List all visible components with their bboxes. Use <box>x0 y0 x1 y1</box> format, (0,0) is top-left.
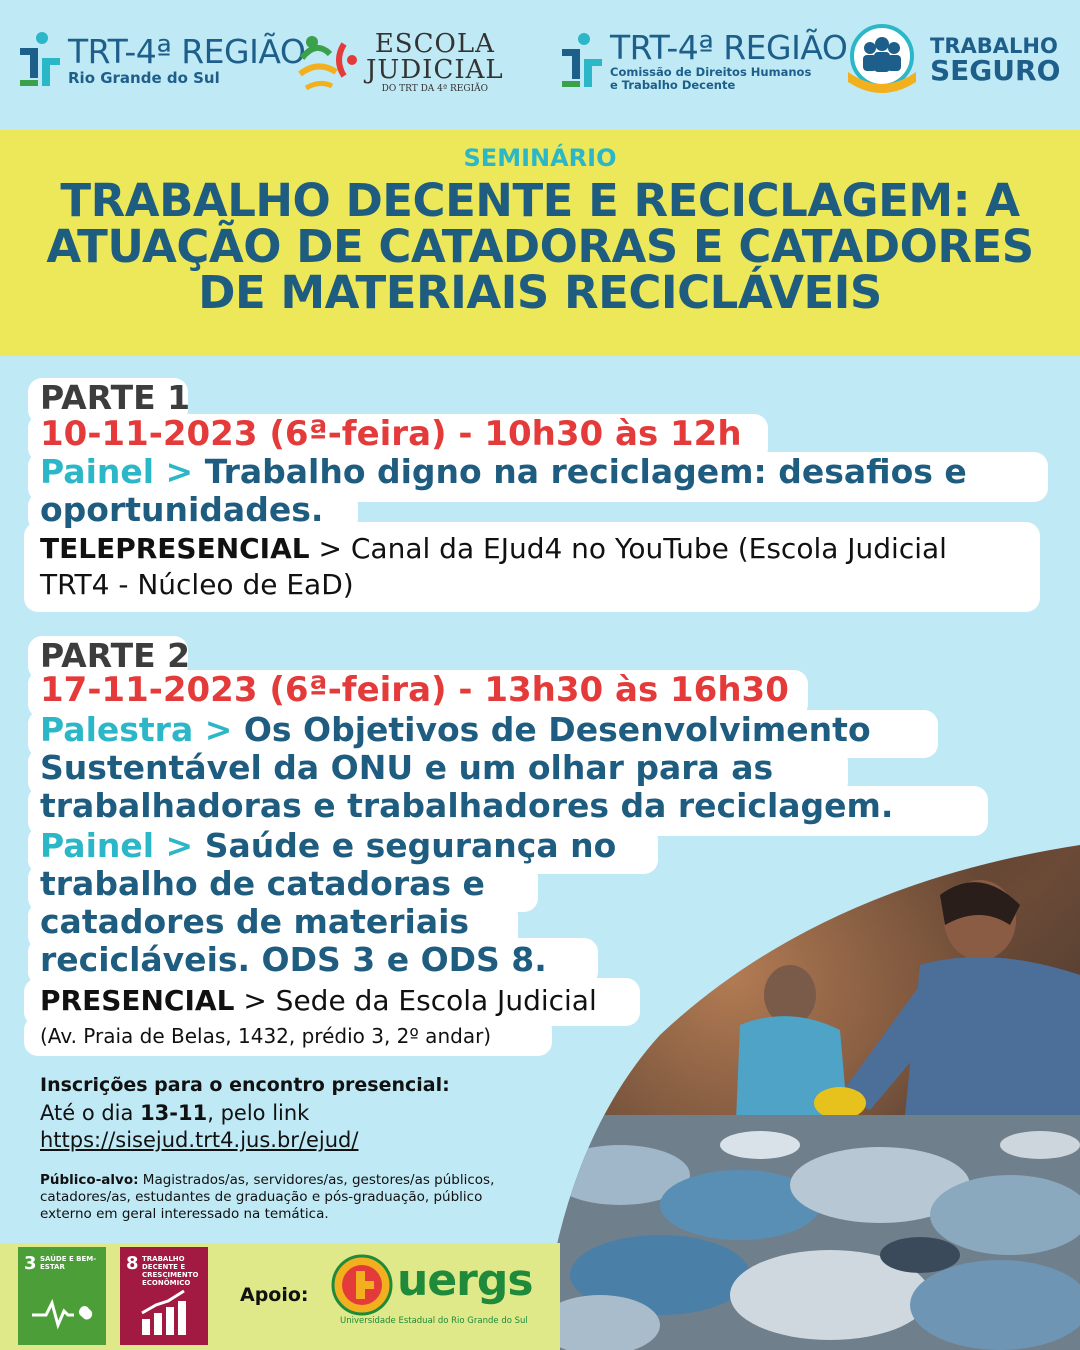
escola-line1: ESCOLA <box>374 28 495 59</box>
trt-cdh-subtitle-2: e Trabalho Decente <box>610 78 736 92</box>
event-title-line: TRABALHO DECENTE E RECICLAGEM: A <box>60 174 1020 227</box>
publico-line2: catadores/as, estudantes de graduação e pós-graduação, público <box>40 1189 483 1205</box>
parte2-label1: Palestra > <box>40 710 244 749</box>
event-title-line: ATUAÇÃO DE CATADORAS E CATADORES <box>46 220 1034 273</box>
event-title-line: DE MATERIAIS RECICLÁVEIS <box>198 266 882 319</box>
sdg8-badge <box>120 1247 208 1345</box>
parte2-date: 17-11-2023 (6ª-feira) - 13h30 às 16h30 <box>40 670 789 710</box>
trt-logo <box>20 30 305 90</box>
parte2-talk1-line1: Os Objetivos de Desenvolvimento <box>243 710 871 749</box>
parte2-mode <box>40 984 597 1017</box>
parte2-address: (Av. Praia de Belas, 1432, prédio 3, 2º andar) <box>40 1024 492 1048</box>
parte1-talk-line1: Trabalho digno na reciclagem: desafios e <box>204 452 967 491</box>
title-band <box>0 130 1080 356</box>
parte2-talk1 <box>40 710 871 749</box>
parte2-talk2-line2: trabalho de catadoras e <box>40 864 485 903</box>
sdg3-number: 3 <box>24 1253 37 1274</box>
parte2-label2: Painel > <box>40 826 205 865</box>
trt-logo-subtitle: Rio Grande do Sul <box>68 68 220 87</box>
trabalho-seguro-logo <box>846 24 1060 96</box>
parte2-talk2-line4: recicláveis. ODS 3 e ODS 8. <box>40 940 547 979</box>
apoio-label: Apoio: <box>240 1284 309 1306</box>
sdg3-label: SAÚDE E BEM-ESTAR <box>40 1255 97 1271</box>
publico-alvo <box>40 1172 494 1223</box>
parte1-date: 10-11-2023 (6ª-feira) - 10h30 às 12h <box>40 414 742 454</box>
parte1-mode-line2: TRT4 - Núcleo de EaD) <box>40 568 354 601</box>
inscricoes-pre: Até o dia <box>40 1101 141 1125</box>
growth-chart-icon <box>138 1289 190 1337</box>
photo-recycling-workers <box>540 845 1080 1350</box>
trabalho-seguro-line2: SEGURO <box>930 53 1061 87</box>
inscricoes-post: , pelo link <box>207 1101 310 1125</box>
event-title <box>10 174 1070 319</box>
publico-label: Público-alvo: <box>40 1172 139 1188</box>
parte1-heading: PARTE 1 <box>40 378 191 417</box>
uergs-logo-icon <box>330 1253 394 1317</box>
sdg8-label: TRABALHO DECENTE E CRESCIMENTO ECONÔMICO <box>142 1255 199 1287</box>
parte2-talk1-line2: Sustentável da ONU e um olhar para as <box>40 748 774 787</box>
event-kicker: SEMINÁRIO <box>463 144 617 172</box>
inscricoes-deadline <box>40 1101 309 1125</box>
trt-cdh-title: TRT-4ª REGIÃO <box>610 28 848 67</box>
footer-band <box>0 1243 560 1350</box>
parte1-talk-line2: oportunidades. <box>40 490 324 529</box>
heartbeat-icon <box>30 1293 94 1333</box>
parte1-talk <box>40 452 967 491</box>
parte1-mode-rest: > Canal da EJud4 no YouTube (Escola Judicial <box>309 532 947 565</box>
trabalho-seguro-line1: TRABALHO <box>930 33 1058 58</box>
parte2-talk2 <box>40 826 616 865</box>
trt-cdh-logo <box>562 30 847 92</box>
parte2-mode-rest: > Sede da Escola Judicial <box>234 984 597 1017</box>
registration-link[interactable]: https://sisejud.trt4.jus.br/ejud/ <box>40 1128 359 1152</box>
inscricoes-date: 13-11 <box>140 1101 208 1125</box>
trt-mark-icon <box>562 31 602 91</box>
escola-line2: JUDICIAL <box>366 54 504 85</box>
sdg3-badge <box>18 1247 106 1345</box>
parte2-heading: PARTE 2 <box>40 636 191 675</box>
publico-line3: externo em geral interessado na temática. <box>40 1206 329 1222</box>
parte1-label: Painel > <box>40 452 205 491</box>
parte2-talk1-line3: trabalhadoras e trabalhadores da reciclagem. <box>40 786 894 825</box>
escola-judicial-mark-icon <box>296 30 360 94</box>
escola-line3: DO TRT DA 4ª REGIÃO <box>381 83 489 94</box>
parte1-mode <box>40 532 947 565</box>
trabalho-seguro-icon <box>846 24 918 96</box>
escola-judicial-logo <box>296 30 504 94</box>
trt-cdh-subtitle-1: Comissão de Direitos Humanos <box>610 65 812 79</box>
header-logos <box>0 0 1080 130</box>
parte1-mode-bold: TELEPRESENCIAL <box>40 532 310 565</box>
inscricoes-heading: Inscrições para o encontro presencial: <box>40 1074 450 1096</box>
publico-line1: Magistrados/as, servidores/as, gestores/as públicos, <box>138 1172 495 1188</box>
uergs-full-name: Universidade Estadual do Rio Grande do Sul <box>340 1316 528 1326</box>
trt-logo-title: TRT-4ª REGIÃO <box>68 31 306 71</box>
parte2-talk2-line3: catadores de materiais <box>40 902 470 941</box>
sdg8-number: 8 <box>126 1253 139 1274</box>
uergs-name: uergs <box>397 1255 533 1306</box>
parte2-mode-bold: PRESENCIAL <box>40 984 235 1017</box>
parte2-talk2-line1: Saúde e segurança no <box>204 826 617 865</box>
trt-mark-icon <box>20 30 60 90</box>
